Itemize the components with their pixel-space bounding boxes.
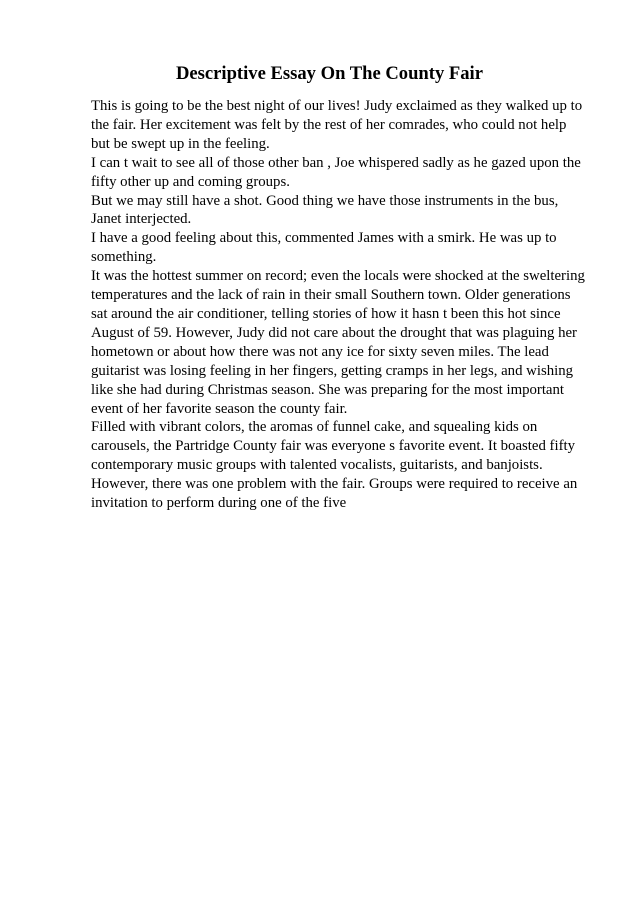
- paragraph-2: I can t wait to see all of those other ban , Joe whispered sadly as he gazed upon the fifty other up and coming groups.: [91, 154, 581, 190]
- paragraph-6: Filled with vibrant colors, the aromas of funnel cake, and squealing kids on carousels, the Partridge County fair was everyone s favorite event. It boasted fifty contemporary music groups with talented vocalists, guitarists, and banjoists. However, there was one problem with the fair. Groups were required to receive an invitation to perform during one of the five: [91, 419, 578, 512]
- essay-body: [91, 97, 588, 513]
- paragraph-4: I have a good feeling about this, commented James with a smirk. He was up to something.: [91, 230, 557, 266]
- page-title: Descriptive Essay On The County Fair: [176, 63, 483, 84]
- paragraph-1: This is going to be the best night of our lives! Judy exclaimed as they walked up to the fair. Her excitement was felt by the rest of her comrades, who could not help but be swept up in the feeling.: [91, 98, 583, 152]
- paragraph-5: It was the hottest summer on record; even the locals were shocked at the sweltering temperatures and the lack of rain in their small Southern town. Older generations sat around the air conditioner, telling stories of how it hasn t been this hot since August of 59. However, Judy did not care about the drought that was plaguing her hometown or about how there was not any ice for sixty seven miles. The lead guitarist was losing feeling in her fingers, getting cramps in her legs, and wishing like she had during Christmas season. She was preparing for the most important event of her favorite season the county fair.: [91, 268, 585, 417]
- paragraph-3: But we may still have a shot. Good thing we have those instruments in the bus, Janet interjected.: [91, 192, 559, 228]
